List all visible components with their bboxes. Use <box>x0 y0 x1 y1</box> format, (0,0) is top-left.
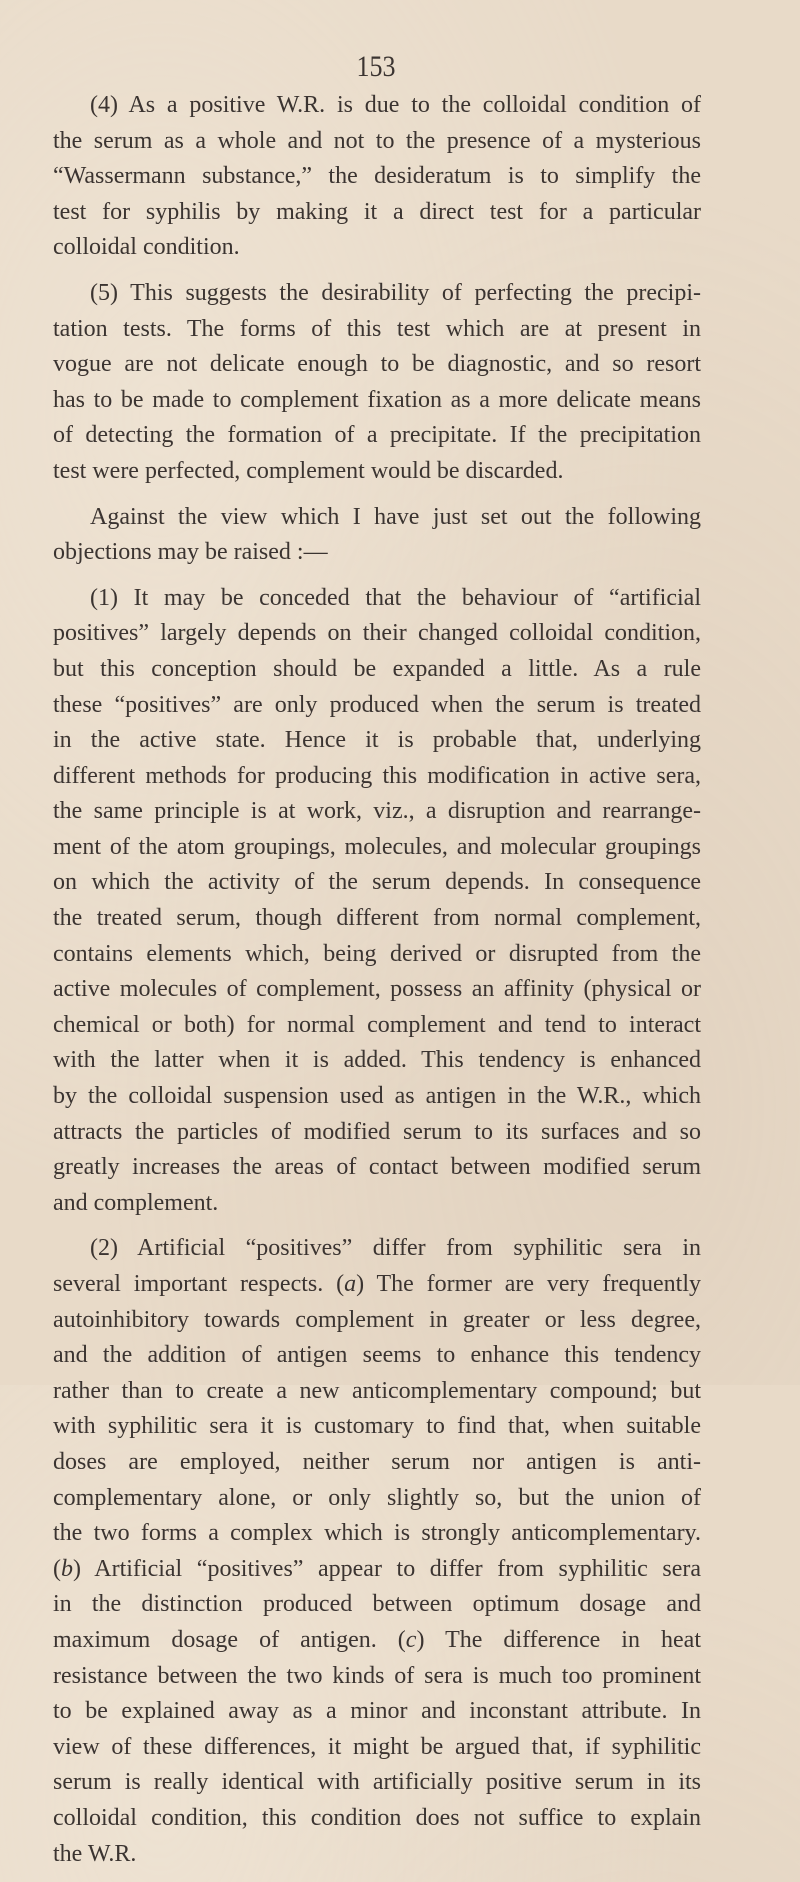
text-line: with syphilitic sera it is customary to find that, when suitable <box>53 1413 701 1440</box>
paragraph-obj2 <box>53 1231 701 1872</box>
text-line: with the latter when it is added. This tendency is enhanced <box>53 1047 701 1074</box>
text-line: has to be made to complement fixation as a more delicate means <box>53 386 701 413</box>
text-line: (5) This suggests the desirability of perfecting the precipi- <box>90 279 701 306</box>
text-line: but this conception should be expanded a little. As a rule <box>53 655 701 682</box>
text-line: on which the activity of the serum depends. In consequence <box>53 869 701 896</box>
text-line: resistance between the two kinds of sera is much too prominent <box>53 1662 701 1689</box>
text-line: doses are employed, neither serum nor antigen is anti- <box>53 1448 701 1475</box>
text-line: test were perfected, complement would be discarded. <box>53 457 564 484</box>
text-line: several important respects. (a) The former are very frequently <box>53 1271 701 1297</box>
text-line: rather than to create a new anticomplementary compound; but <box>53 1377 701 1404</box>
text-line: test for syphilis by making it a direct test for a particular <box>53 198 701 225</box>
text-line: positives” largely depends on their changed colloidal condition, <box>53 620 701 647</box>
text-line: view of these differences, it might be argued that, if syphilitic <box>53 1733 701 1760</box>
text-line: greatly increases the areas of contact between modified serum <box>53 1154 701 1181</box>
text-line: maximum dosage of antigen. (c) The difference in heat <box>53 1626 701 1653</box>
text-line: of detecting the formation of a precipitate. If the precipitation <box>53 422 701 449</box>
enumerator-b: b <box>61 1555 73 1582</box>
body-text <box>53 88 701 1882</box>
page-number <box>0 49 800 84</box>
text-line: chemical or both) for normal complement and tend to interact <box>53 1011 701 1038</box>
text-line: “Wassermann substance,” the desideratum is to simplify the <box>53 163 701 190</box>
text-line: and the addition of antigen seems to enhance this tendency <box>53 1342 701 1369</box>
text-line: different methods for producing this modification in active sera, <box>53 762 701 789</box>
text-line: the same principle is at work, viz., a disruption and rearrange- <box>53 798 701 825</box>
text-line: serum is really identical with artificially positive serum in its <box>53 1769 701 1796</box>
enumerator-a: a <box>344 1271 357 1297</box>
text-line: Against the view which I have just set out the following <box>90 503 701 530</box>
text-line: the serum as a whole and not to the presence of a mysterious <box>53 127 701 154</box>
text-line: ment of the atom groupings, molecules, and molecular groupings <box>53 833 701 860</box>
text-line: (b) Artificial “positives” appear to differ from syphilitic sera <box>53 1555 701 1582</box>
text-line: and complement. <box>53 1189 219 1216</box>
paragraph-obj1 <box>53 581 701 1222</box>
text-line: to be explained away as a minor and inconstant attribute. In <box>53 1698 701 1725</box>
text-line: the two forms a complex which is strongly anticomplementary. <box>53 1520 701 1547</box>
text-line: autoinhibitory towards complement in greater or less degree, <box>53 1306 701 1333</box>
text-line: colloidal condition, this condition does not suffice to explain <box>53 1804 701 1831</box>
paragraph-p5 <box>53 276 701 490</box>
text-line: contains elements which, being derived or disrupted from the <box>53 940 701 967</box>
text-line: (2) Artificial “positives” differ from syphilitic sera in <box>90 1235 701 1262</box>
text-line: these “positives” are only produced when the serum is treated <box>53 691 701 718</box>
text-line: complementary alone, or only slightly so, but the union of <box>53 1484 701 1511</box>
text-line: active molecules of complement, possess an affinity (physical or <box>53 976 701 1003</box>
text-line: colloidal condition. <box>53 234 240 261</box>
text-line: the treated serum, though different from normal complement, <box>53 905 701 932</box>
text-line: objections may be raised :— <box>53 539 328 566</box>
text-line: (1) It may be conceded that the behaviour of “artificial <box>90 584 701 611</box>
text-line: (4) As a positive W.R. is due to the colloidal condition of <box>90 92 701 118</box>
text-line: the W.R. <box>53 1840 137 1867</box>
paragraph-p-objections <box>53 500 701 571</box>
text-line: by the colloidal suspension used as antigen in the W.R., which <box>53 1083 701 1110</box>
text-line: tation tests. The forms of this test which are at present in <box>53 315 701 342</box>
text-line: in the active state. Hence it is probable that, underlying <box>53 727 701 754</box>
text-line: attracts the particles of modified serum to its surfaces and so <box>53 1118 701 1145</box>
paragraph-p4 <box>53 88 701 266</box>
enumerator-c: c <box>405 1626 417 1653</box>
text-line: vogue are not delicate enough to be diagnostic, and so resort <box>53 351 701 378</box>
page-number-text: 153 <box>356 49 396 84</box>
text-line: in the distinction produced between optimum dosage and <box>53 1591 701 1618</box>
